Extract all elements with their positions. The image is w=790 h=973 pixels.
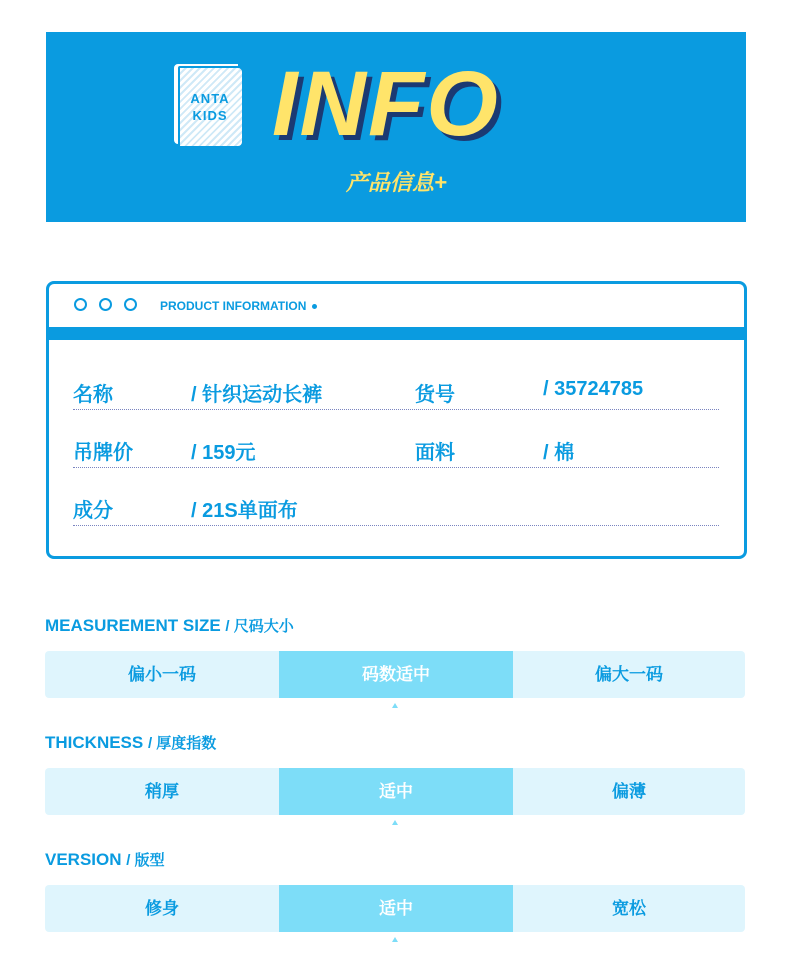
banner-title: INFO [272,53,500,155]
label-price: 吊牌价 [73,442,133,464]
logo-line2: KIDS [192,108,228,123]
product-info-card [46,281,747,559]
value-fabric: / 棉 [543,442,575,464]
size-pointer-icon [392,703,398,708]
size-option-large: 偏大一码 [595,665,663,684]
anta-kids-logo [172,62,244,146]
thickness-scale [45,768,745,815]
window-dot-icon [74,298,87,311]
value-name: / 针织运动长裤 [191,384,323,406]
value-price: / 159元 [191,442,256,464]
banner-subtitle: 产品信息+ [346,170,447,195]
window-dot-icon [99,298,112,311]
info-banner [46,32,746,222]
size-option-small: 偏小一码 [128,665,196,684]
label-composition: 成分 [73,500,113,522]
thickness-option-thin: 偏薄 [612,782,646,801]
thickness-option-thick: 稍厚 [145,782,179,801]
info-row [73,352,719,410]
measurement-size-heading: MEASUREMENT SIZE / 尺码大小 [45,616,294,635]
logo-line1: ANTA [190,91,230,106]
info-row [73,410,719,468]
card-title: PRODUCT INFORMATION [160,299,317,313]
label-name: 名称 [73,384,113,406]
window-dot-icon [124,298,137,311]
value-sku: / 35724785 [543,378,644,400]
version-scale [45,885,745,932]
label-sku: 货号 [415,384,455,406]
thickness-option-medium: 适中 [279,768,513,815]
card-header [49,284,744,327]
info-row [73,468,719,526]
value-composition: / 21S单面布 [191,500,298,522]
card-header-bar [49,327,744,340]
bullet-icon [312,304,317,309]
version-heading: VERSION / 版型 [45,850,165,869]
thickness-pointer-icon [392,820,398,825]
version-option-slim: 修身 [145,899,179,918]
version-option-loose: 宽松 [612,899,646,918]
thickness-heading: THICKNESS / 厚度指数 [45,733,217,752]
label-fabric: 面料 [415,442,455,464]
measurement-size-scale [45,651,745,698]
size-option-fit: 码数适中 [279,651,513,698]
version-option-regular: 适中 [279,885,513,932]
version-pointer-icon [392,937,398,942]
